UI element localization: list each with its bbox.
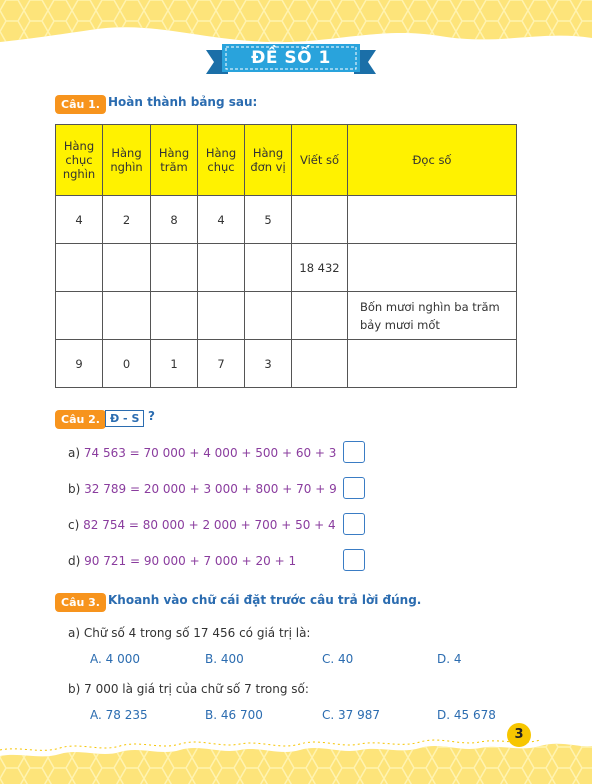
true-false-box: Đ - S — [105, 410, 144, 427]
table-cell — [56, 244, 103, 292]
question-1-badge: Câu 1. — [55, 95, 106, 114]
table-cell — [198, 244, 245, 292]
statement-expression: 32 789 = 20 000 + 3 000 + 800 + 70 + 9 — [84, 482, 337, 496]
answer-box-d[interactable] — [343, 549, 365, 571]
table-cell — [292, 340, 348, 388]
header-read-number: Đọc số — [348, 125, 517, 196]
table-cell: 4 — [56, 196, 103, 244]
table-cell: 8 — [151, 196, 198, 244]
table-cell: 9 — [56, 340, 103, 388]
table-cell: 1 — [151, 340, 198, 388]
header-hundreds: Hàng trăm — [151, 125, 198, 196]
table-row — [56, 340, 517, 388]
table-cell: 2 — [103, 196, 151, 244]
header-units: Hàng đơn vị — [245, 125, 292, 196]
table-cell — [348, 196, 517, 244]
answer-box-a[interactable] — [343, 441, 365, 463]
question-3-badge: Câu 3. — [55, 593, 106, 612]
table-cell — [348, 340, 517, 388]
table-cell-reading: Bốn mươi nghìn ba trăm bảy mươi mốt — [348, 292, 517, 340]
statement-expression: 90 721 = 90 000 + 7 000 + 20 + 1 — [84, 554, 297, 568]
table-cell — [292, 292, 348, 340]
table-cell — [56, 292, 103, 340]
option-a[interactable]: A. 4 000 — [90, 652, 140, 666]
table-cell — [151, 292, 198, 340]
answer-box-c[interactable] — [343, 513, 365, 535]
table-row — [56, 292, 517, 340]
question-3-title: Khoanh vào chữ cái đặt trước câu trả lời đúng. — [108, 593, 422, 607]
table-cell: 7 — [198, 340, 245, 388]
table-cell — [103, 292, 151, 340]
page-title: ĐỀ SỐ 1 — [251, 48, 331, 68]
statement-a — [68, 445, 336, 461]
table-cell — [348, 244, 517, 292]
table-cell — [245, 244, 292, 292]
option-d[interactable]: D. 45 678 — [437, 708, 496, 722]
header-thousands: Hàng nghìn — [103, 125, 151, 196]
table-cell: 0 — [103, 340, 151, 388]
option-d[interactable]: D. 4 — [437, 652, 462, 666]
option-b[interactable]: B. 46 700 — [205, 708, 263, 722]
table-cell — [198, 292, 245, 340]
header-ten-thousands: Hàng chục nghìn — [56, 125, 103, 196]
statement-expression: 74 563 = 70 000 + 4 000 + 500 + 60 + 3 — [83, 446, 337, 460]
table-cell: 18 432 — [292, 244, 348, 292]
table-cell: 3 — [245, 340, 292, 388]
statement-b — [68, 481, 337, 497]
statement-c — [68, 517, 336, 533]
table-header-row — [56, 125, 517, 196]
question-1-title: Hoàn thành bảng sau: — [108, 95, 258, 109]
table-row — [56, 244, 517, 292]
statement-label: a) — [68, 446, 81, 460]
statement-label: b) — [68, 482, 81, 496]
table-cell: 5 — [245, 196, 292, 244]
table-cell — [245, 292, 292, 340]
question-2-badge: Câu 2. — [55, 410, 106, 429]
question-mark: ? — [148, 409, 155, 423]
statement-label: c) — [68, 518, 80, 532]
header-write-number: Viết số — [292, 125, 348, 196]
table-cell: 4 — [198, 196, 245, 244]
table-cell — [151, 244, 198, 292]
statement-d — [68, 553, 296, 569]
header-tens: Hàng chục — [198, 125, 245, 196]
option-c[interactable]: C. 37 987 — [322, 708, 380, 722]
statement-label: d) — [68, 554, 81, 568]
bottom-honeycomb-band — [0, 726, 592, 784]
question-3b: b) 7 000 là giá trị của chữ số 7 trong số: — [68, 682, 309, 696]
answer-box-b[interactable] — [343, 477, 365, 499]
table-row — [56, 196, 517, 244]
option-a[interactable]: A. 78 235 — [90, 708, 148, 722]
statement-expression: 82 754 = 80 000 + 2 000 + 700 + 50 + 4 — [83, 518, 336, 532]
table-cell — [103, 244, 151, 292]
page-number: 3 — [507, 723, 531, 747]
question-3a: a) Chữ số 4 trong số 17 456 có giá trị là: — [68, 626, 311, 640]
table-cell — [292, 196, 348, 244]
title-ribbon — [206, 40, 376, 80]
place-value-table — [55, 124, 517, 388]
option-b[interactable]: B. 400 — [205, 652, 244, 666]
option-c[interactable]: C. 40 — [322, 652, 354, 666]
